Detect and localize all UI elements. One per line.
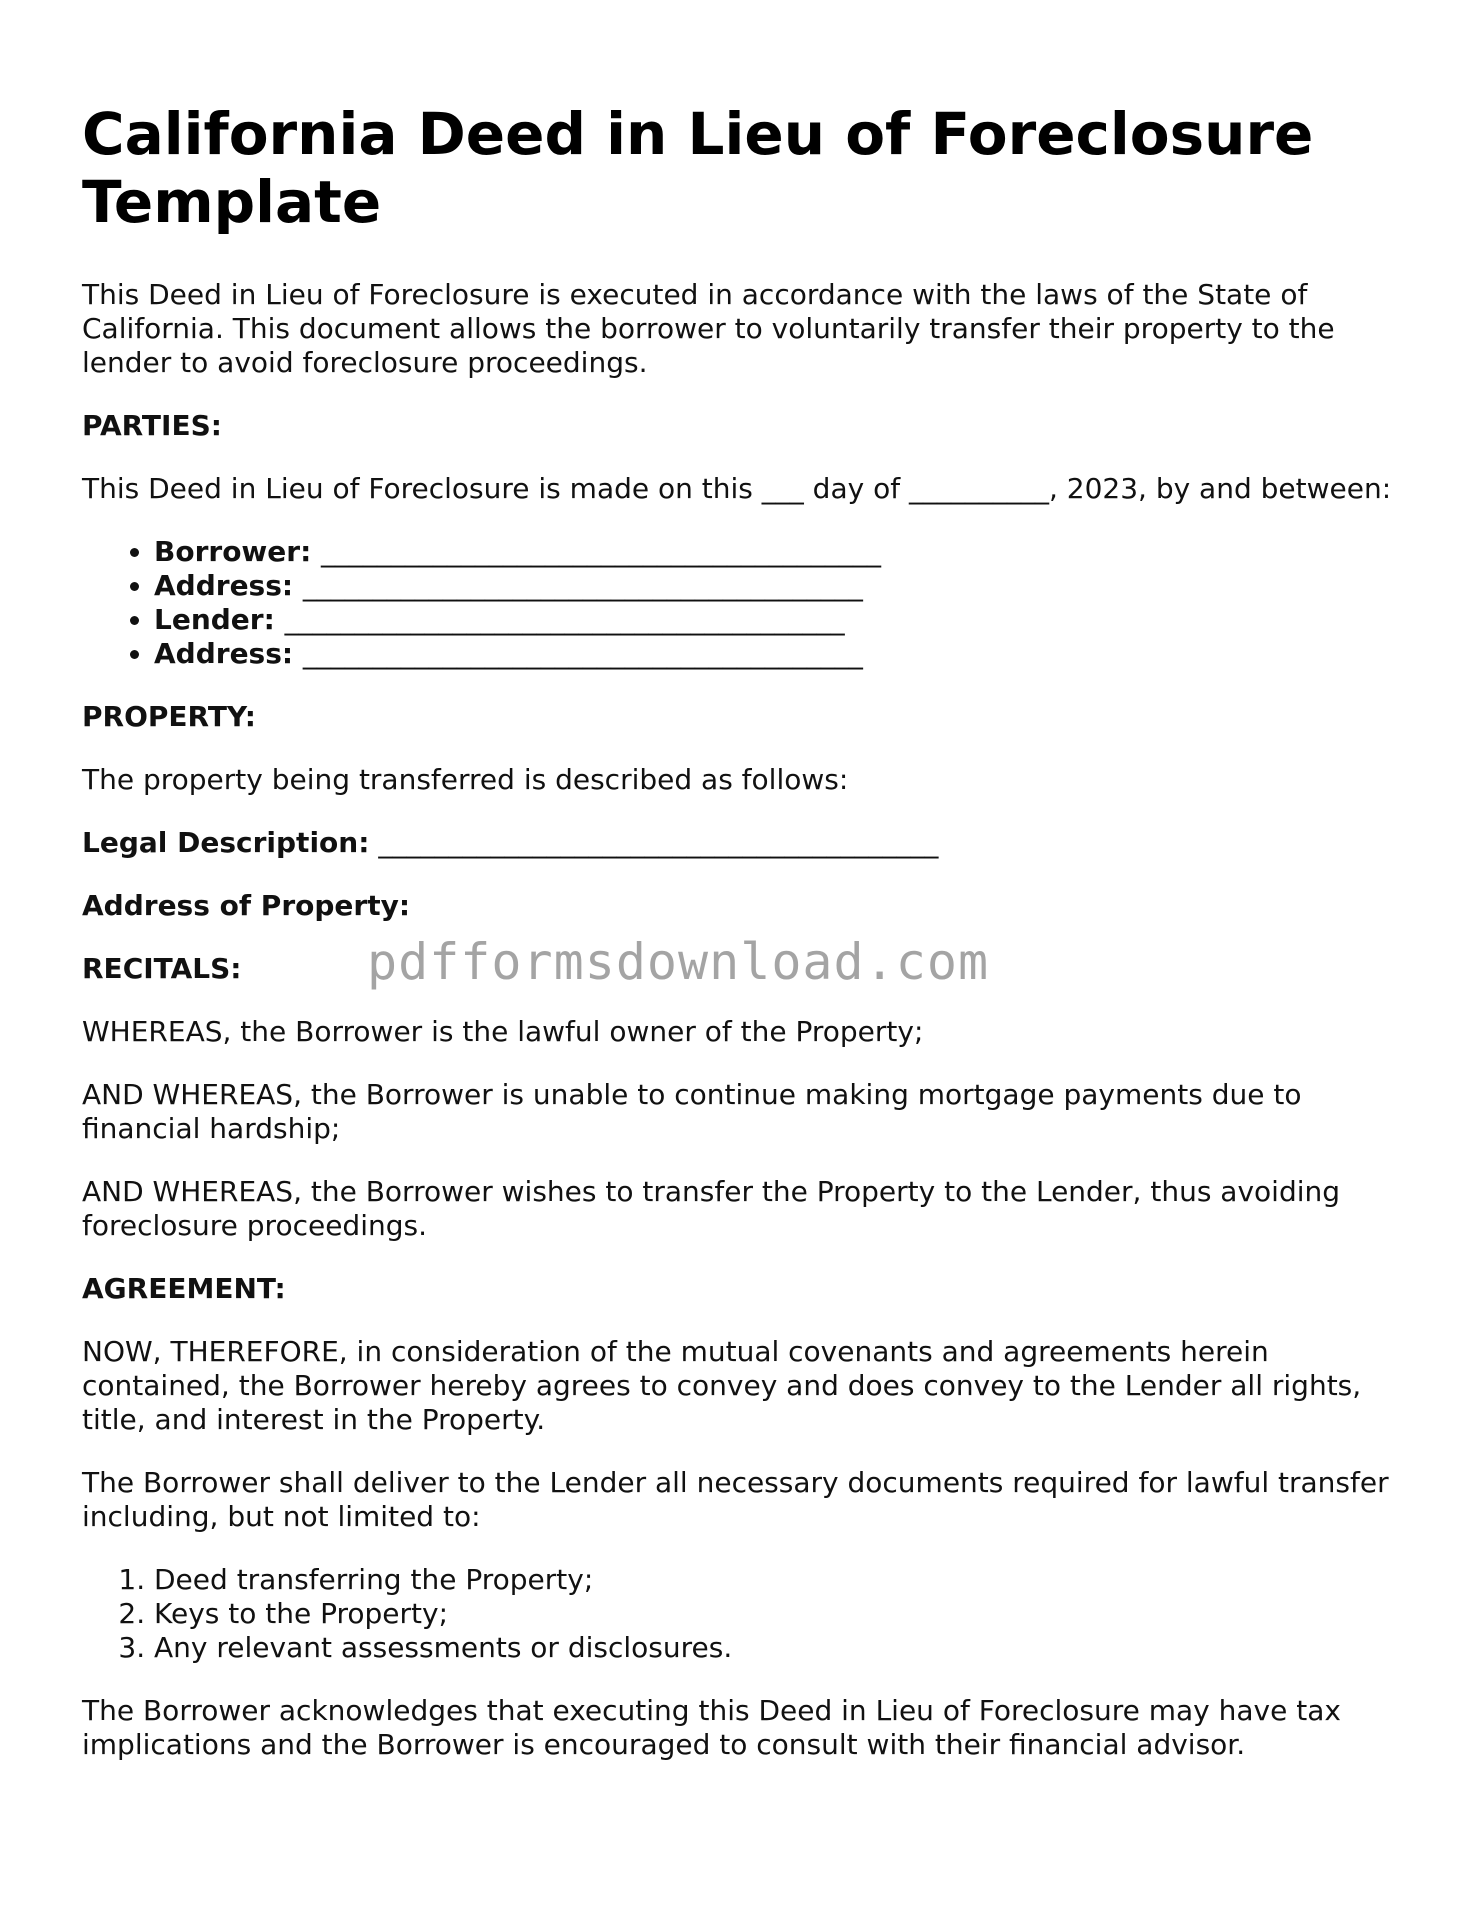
parties-heading: PARTIES: [82,409,222,442]
legal-description-blank[interactable]: ________________________________________ [378,826,939,859]
lender-address-blank[interactable]: ________________________________________ [302,637,863,670]
recital-paragraph-1: WHEREAS, the Borrower is the lawful owner of the Property; [82,1015,924,1048]
borrower-address-blank[interactable]: ________________________________________ [302,569,863,602]
property-address-line [82,889,1402,923]
recital-paragraph-3: AND WHEREAS, the Borrower wishes to transfer the Property to the Lender, thus avoiding foreclosure proceedings. [82,1175,1341,1242]
watermark: pdfformsdownload.com [367,933,990,991]
lender-address-label: Address: [154,637,294,670]
agreement-paragraph-2: The Borrower shall deliver to the Lender all necessary documents required for lawful transfer including, but not limited to: [82,1466,1389,1533]
intro-paragraph: This Deed in Lieu of Foreclosure is executed in accordance with the laws of the State of California. This document allows the borrower to voluntarily transfer their property to the lender to avoid foreclosure proceedings. [82,278,1335,379]
legal-description-line [82,826,1402,860]
borrower-address-label: Address: [154,569,294,602]
list-item-borrower [154,535,1402,569]
parties-list [82,535,1402,671]
list-item: 3. Any relevant assessments or disclosures. [154,1631,1402,1665]
lender-blank[interactable]: ________________________________________ [284,603,845,636]
parties-paragraph: This Deed in Lieu of Foreclosure is made on this ___ day of __________, 2023, by and between: [82,472,1392,505]
borrower-blank[interactable]: ________________________________________ [321,535,882,568]
list-item-lender [154,603,1402,637]
property-paragraph: The property being transferred is described as follows: [82,763,849,796]
property-address-label: Address of Property: [82,889,411,922]
property-heading: PROPERTY: [82,700,256,733]
list-item: 1. Deed transferring the Property; [154,1563,1402,1597]
recital-paragraph-2: AND WHEREAS, the Borrower is unable to continue making mortgage payments due to financial hardship; [82,1078,1302,1145]
list-item: 2. Keys to the Property; [154,1597,1402,1631]
legal-description-label: Legal Description: [82,826,370,859]
borrower-label: Borrower: [154,535,312,568]
document-title: California Deed in Lieu of Foreclosure Template [82,100,1314,236]
lender-label: Lender: [154,603,275,636]
agreement-paragraph-3: The Borrower acknowledges that executing this Deed in Lieu of Foreclosure may have tax implications and the Borrower is encouraged to consult with their financial advisor. [82,1694,1341,1761]
agreement-paragraph-1: NOW, THEREFORE, in consideration of the mutual covenants and agreements herein contained, the Borrower hereby agrees to convey and does convey to the Lender all rights, title, and interest in the Property. [82,1335,1362,1436]
agreement-heading: AGREEMENT: [82,1272,286,1305]
recitals-heading: RECITALS: [82,952,242,985]
list-item-lender-address [154,637,1402,671]
list-item-borrower-address [154,569,1402,603]
documents-list [82,1563,1402,1665]
